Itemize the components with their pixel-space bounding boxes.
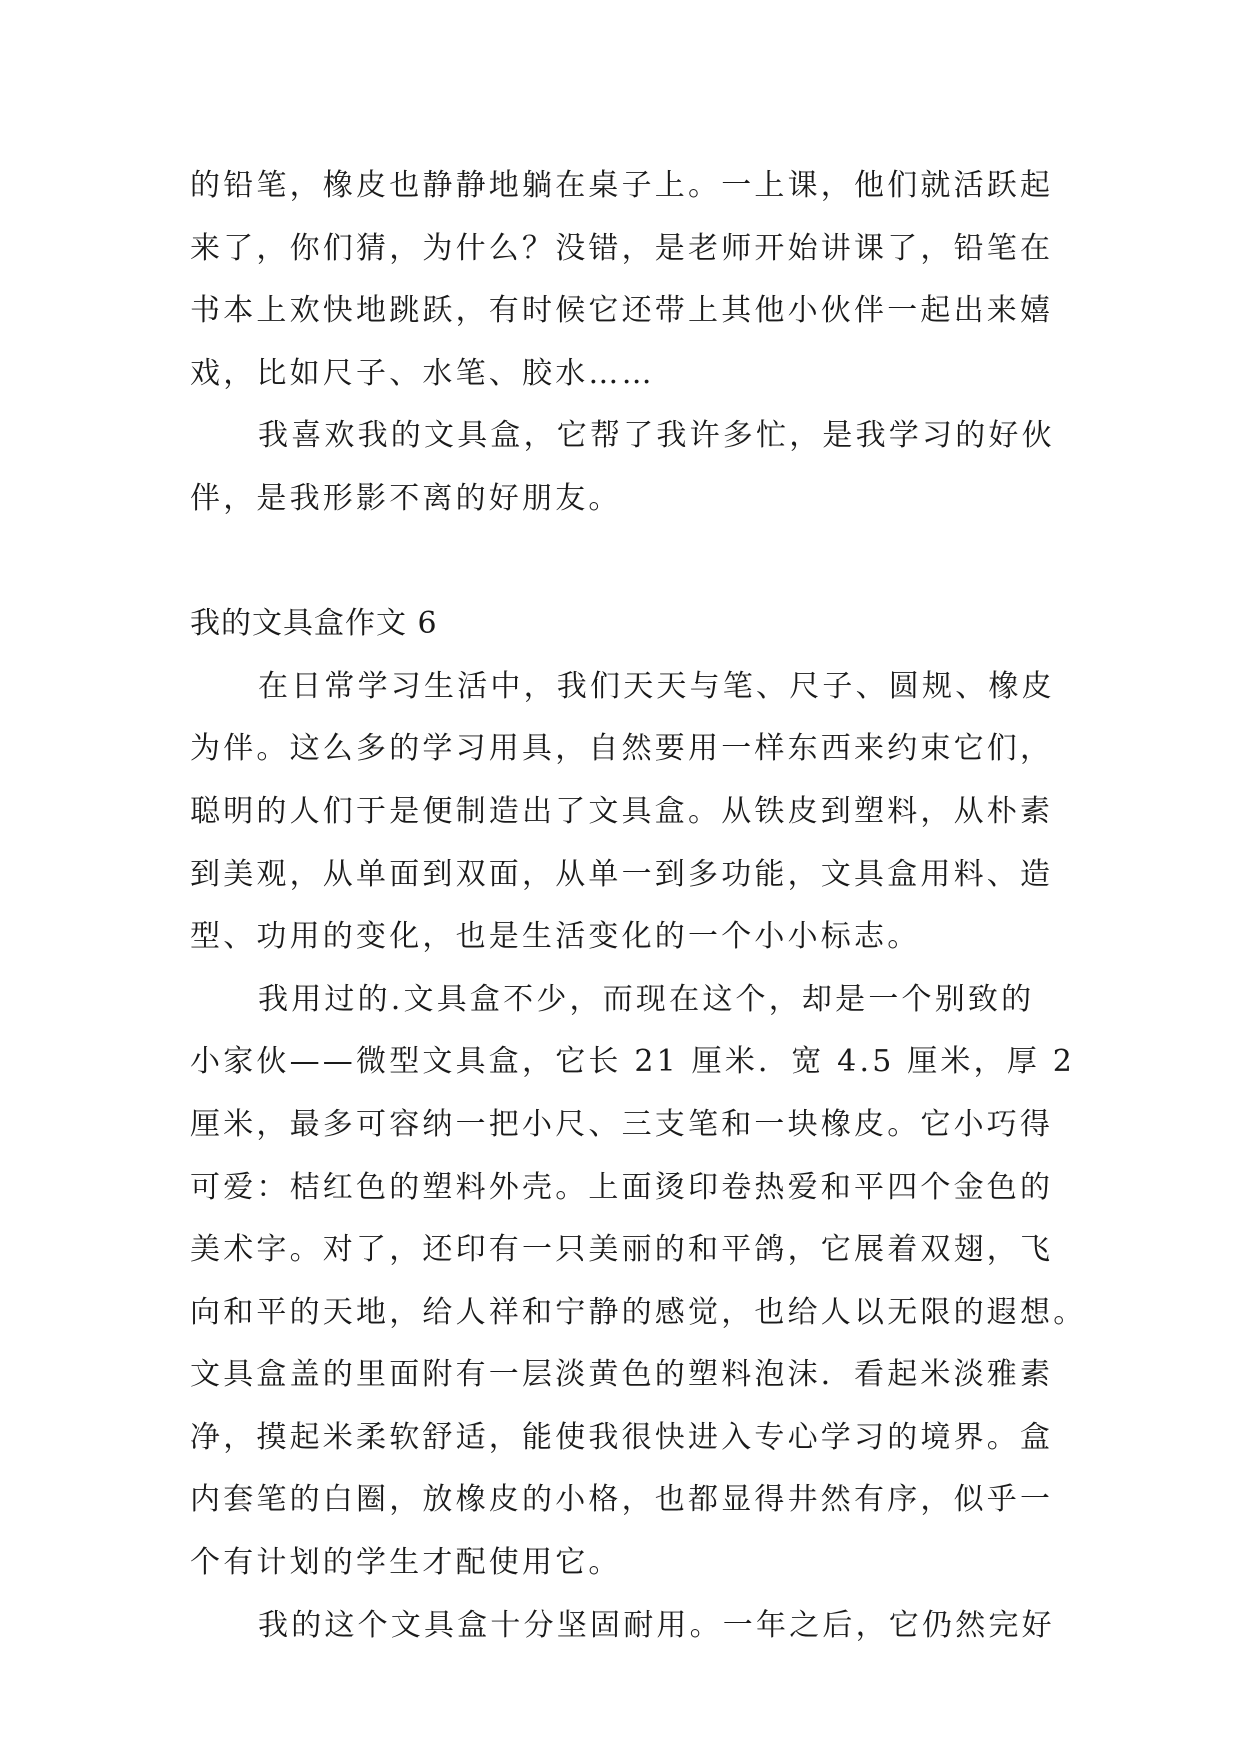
text-line: 我的这个文具盒十分坚固耐用。一年之后，它仍然完好 bbox=[258, 1607, 1055, 1643]
text-line: 来了，你们猜，为什么？没错，是老师开始讲课了，铅笔在 bbox=[190, 230, 1054, 266]
text-line: 的铅笔，橡皮也静静地躺在桌子上。一上课，他们就活跃起 bbox=[190, 168, 1054, 203]
text-line: 小家伙——微型文具盒，它长 21 厘米．宽 4.5 厘米，厚 2 bbox=[190, 1044, 1076, 1080]
text-line: 净，摸起米柔软舒适，能使我很快进入专心学习的境界。盒 bbox=[190, 1419, 1054, 1455]
text-line: 个有计划的学生才配使用它。 bbox=[190, 1545, 622, 1581]
text-line: 戏，比如尺子、水笔、胶水…… bbox=[190, 355, 655, 391]
document-body bbox=[190, 155, 1087, 1657]
text-line: 书本上欢快地跳跃，有时候它还带上其他小伙伴一起出来嬉 bbox=[190, 293, 1054, 329]
text-line: 我用过的.文具盒不少，而现在这个，却是一个别致的 bbox=[258, 981, 1035, 1017]
text-line: 伴，是我形影不离的好朋友。 bbox=[190, 480, 622, 516]
text-line: 到美观，从单面到双面，从单一到多功能，文具盒用料、造 bbox=[190, 856, 1054, 892]
text-line: 为伴。这么多的学习用具，自然要用一样东西来约束它们， bbox=[190, 731, 1054, 767]
text-line: 向和平的天地，给人祥和宁静的感觉，也给人以无限的遐想。 bbox=[190, 1294, 1087, 1330]
text-line: 可爱：桔红色的塑料外壳。上面烫印卷热爱和平四个金色的 bbox=[190, 1169, 1054, 1205]
text-line: 内套笔的白圈，放橡皮的小格，也都显得井然有序，似乎一 bbox=[190, 1482, 1054, 1518]
section-heading: 我的文具盒作文 6 bbox=[190, 606, 438, 642]
text-line: 美术字。对了，还印有一只美丽的和平鸽，它展着双翅，飞 bbox=[190, 1232, 1054, 1268]
text-line: 聪明的人们于是便制造出了文具盒。从铁皮到塑料，从朴素 bbox=[190, 793, 1054, 829]
text-line: 我喜欢我的文具盒，它帮了我许多忙，是我学习的好伙 bbox=[258, 418, 1055, 454]
text-line: 型、功用的变化，也是生活变化的一个小小标志。 bbox=[190, 919, 921, 955]
section-spacer bbox=[190, 531, 1056, 594]
text-line: 文具盒盖的里面附有一层淡黄色的塑料泡沫．看起米淡雅素 bbox=[190, 1357, 1054, 1393]
text-line: 厘米，最多可容纳一把小尺、三支笔和一块橡皮。它小巧得 bbox=[190, 1106, 1054, 1142]
text-line: 在日常学习生活中，我们天天与笔、尺子、圆规、橡皮 bbox=[258, 668, 1055, 704]
